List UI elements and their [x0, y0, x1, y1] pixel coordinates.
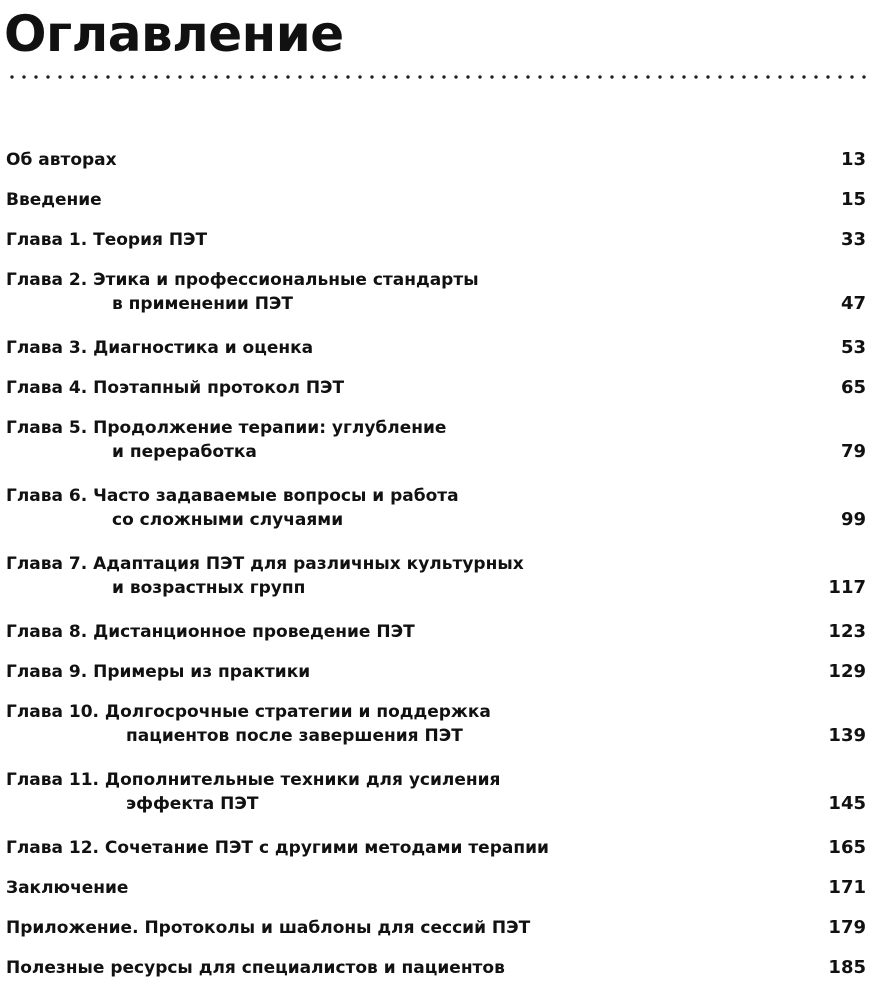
page-title: Оглавление	[4, 5, 344, 63]
page-number: 165	[828, 837, 866, 858]
entry-title: Глава 3. Диагностика и оценка	[6, 338, 314, 358]
entry-title-continued: пациентов после завершения ПЭТ	[126, 726, 463, 746]
toc-entry-chapter-6[interactable]	[6, 484, 868, 532]
entry-title: Глава 4. Поэтапный протокол ПЭТ	[6, 378, 345, 398]
page-number: 79	[840, 441, 866, 462]
page-number: 171	[828, 877, 866, 898]
entry-title: Глава 6. Часто задаваемые вопросы и работа	[6, 486, 459, 506]
page-number: 139	[828, 725, 866, 746]
toc-entry-chapter-4[interactable]	[6, 376, 868, 400]
toc-entry-chapter-7[interactable]	[6, 552, 868, 600]
toc-entry-chapter-11[interactable]	[6, 768, 868, 816]
toc-entry-resources[interactable]	[6, 956, 868, 980]
page-number: 15	[840, 189, 866, 210]
entry-title: Об авторах	[6, 150, 117, 170]
toc-entry-chapter-2[interactable]	[6, 268, 868, 316]
toc-entry-chapter-8[interactable]	[6, 620, 868, 644]
entry-title: Глава 12. Сочетание ПЭТ с другими методами терапии	[6, 838, 549, 858]
page-number: 47	[840, 293, 866, 314]
entry-title: Глава 11. Дополнительные техники для усиления	[6, 770, 501, 790]
entry-title: Приложение. Протоколы и шаблоны для сессий ПЭТ	[6, 918, 531, 938]
entry-title: Введение	[6, 190, 102, 210]
page-number: 33	[840, 229, 866, 250]
page-number: 185	[828, 957, 866, 978]
entry-title: Глава 8. Дистанционное проведение ПЭТ	[6, 622, 415, 642]
entry-title-continued: со сложными случаями	[112, 510, 344, 530]
entry-title-continued: и переработка	[112, 442, 257, 462]
page-number: 129	[828, 661, 866, 682]
toc-entry-conclusion[interactable]	[6, 876, 868, 900]
toc-entry-chapter-9[interactable]	[6, 660, 868, 684]
page-number: 13	[840, 149, 866, 170]
dotted-divider	[6, 74, 868, 80]
page-number: 179	[828, 917, 866, 938]
entry-title: Глава 9. Примеры из практики	[6, 662, 311, 682]
page-number: 65	[840, 377, 866, 398]
toc-entry-chapter-10[interactable]	[6, 700, 868, 748]
entry-title: Глава 10. Долгосрочные стратегии и поддержка	[6, 702, 491, 722]
entry-title: Глава 5. Продолжение терапии: углубление	[6, 418, 447, 438]
toc-entry-chapter-3[interactable]	[6, 336, 868, 360]
page-number: 99	[840, 509, 866, 530]
toc-entry-chapter-5[interactable]	[6, 416, 868, 464]
table-of-contents	[6, 148, 868, 996]
entry-title-continued: эффекта ПЭТ	[126, 794, 259, 814]
page-number: 53	[840, 337, 866, 358]
entry-title: Глава 2. Этика и профессиональные стандарты	[6, 270, 479, 290]
page-number: 145	[828, 793, 866, 814]
entry-title-continued: в применении ПЭТ	[112, 294, 293, 314]
page-number: 123	[828, 621, 866, 642]
entry-title: Полезные ресурсы для специалистов и пациентов	[6, 958, 505, 978]
entry-title: Глава 1. Теория ПЭТ	[6, 230, 208, 250]
toc-entry-chapter-1[interactable]	[6, 228, 868, 252]
toc-entry-about-authors[interactable]	[6, 148, 868, 172]
toc-entry-introduction[interactable]	[6, 188, 868, 212]
entry-title: Заключение	[6, 878, 129, 898]
toc-entry-appendix[interactable]	[6, 916, 868, 940]
entry-title-continued: и возрастных групп	[112, 578, 306, 598]
toc-entry-chapter-12[interactable]	[6, 836, 868, 860]
page-number: 117	[828, 577, 866, 598]
entry-title: Глава 7. Адаптация ПЭТ для различных культурных	[6, 554, 524, 574]
